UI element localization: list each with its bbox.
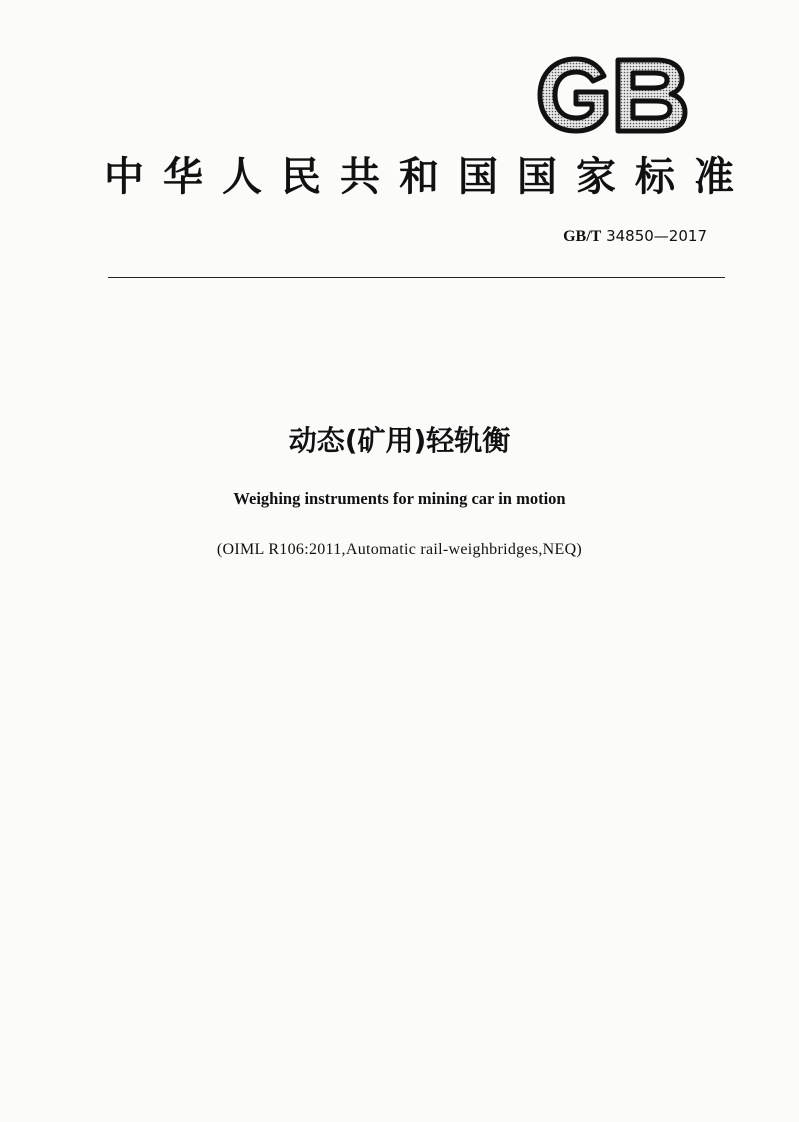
standard-code: 34850—2017 <box>606 227 707 245</box>
standard-number <box>563 226 707 247</box>
issuing-body-title <box>104 152 734 202</box>
title-char: 和 <box>399 154 439 200</box>
document-title-english: Weighing instruments for mining car in motion <box>233 489 566 508</box>
title-char: 标 <box>635 154 675 200</box>
title-char: 华 <box>163 154 203 200</box>
title-char: 国 <box>517 154 557 200</box>
standard-equivalence-note: (OIML R106:2011,Automatic rail-weighbridges,NEQ) <box>216 541 583 558</box>
header-divider <box>108 277 725 278</box>
standard-prefix: GB/T <box>563 228 602 245</box>
title-char: 国 <box>458 154 498 200</box>
title-char: 人 <box>222 154 262 200</box>
title-char: 家 <box>576 154 616 200</box>
document-title-chinese: 动态(矿用)轻轨衡 <box>288 424 511 457</box>
title-char: 共 <box>340 154 380 200</box>
gb-standard-logo-icon <box>536 56 688 134</box>
title-char: 民 <box>281 154 321 200</box>
title-char: 中 <box>104 154 144 200</box>
title-char: 准 <box>694 154 734 200</box>
